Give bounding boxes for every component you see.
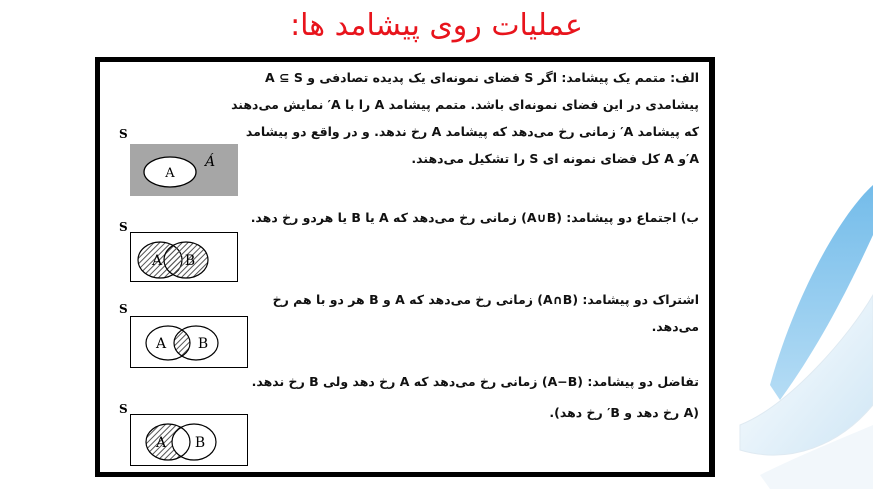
venn-union [130, 232, 238, 282]
document-frame [95, 57, 715, 477]
section-line: (A رخ دهد و B′ رخ دهد). [549, 405, 699, 420]
venn-complement-label: Á [204, 154, 216, 170]
section-line: ب) اجتماع دو پیشامد: (A∪B) زمانی رخ می‌دهد که A یا B یا هردو رخ دهد. [250, 210, 699, 225]
sample-space-label: S [119, 302, 128, 316]
venn-difference [130, 414, 248, 466]
section-union [114, 204, 699, 231]
section-line: می‌دهد. [651, 319, 699, 334]
venn-a-label: A [155, 435, 167, 451]
document-body [100, 62, 709, 472]
section-line: A′و A کل فضای نمونه ای S را تشکیل می‌دهند. [411, 151, 699, 166]
venn-intersection [130, 316, 248, 368]
venn-b-label: B [194, 435, 206, 451]
venn-a-label: A [155, 336, 167, 352]
venn-complement [130, 144, 238, 196]
section-line: الف: متمم یک پیشامد: اگر S فضای نمونه‌ای یک پدیده تصادفی و A ⊆ S [265, 70, 699, 85]
venn-a-label: A [151, 253, 163, 269]
sample-space-label: S [119, 402, 128, 416]
section-line: پیشامدی در این فضای نمونه‌ای باشد. متمم پیشامد A را با A′ نمایش می‌دهند [231, 97, 699, 112]
sample-space-label: S [119, 220, 128, 234]
section-line: اشتراک دو پیشامد: (A∩B) زمانی رخ می‌دهد که A و B هر دو با هم رخ [272, 292, 699, 307]
venn-a-label: A [165, 166, 175, 181]
venn-b-label: B [197, 336, 209, 352]
decorative-petals [700, 175, 873, 489]
slide-title: عملیات روی پیشامد ها: [290, 8, 583, 43]
venn-b-label: B [184, 253, 196, 269]
section-line: که پیشامد A′ زمانی رخ می‌دهد که پیشامد A رخ ندهد. و در واقع دو پیشامد [245, 124, 699, 139]
section-line: تفاضل دو پیشامد: (A−B) زمانی رخ می‌دهد که A رخ دهد ولی B رخ ندهد. [251, 374, 699, 389]
sample-space-label: S [119, 127, 128, 141]
